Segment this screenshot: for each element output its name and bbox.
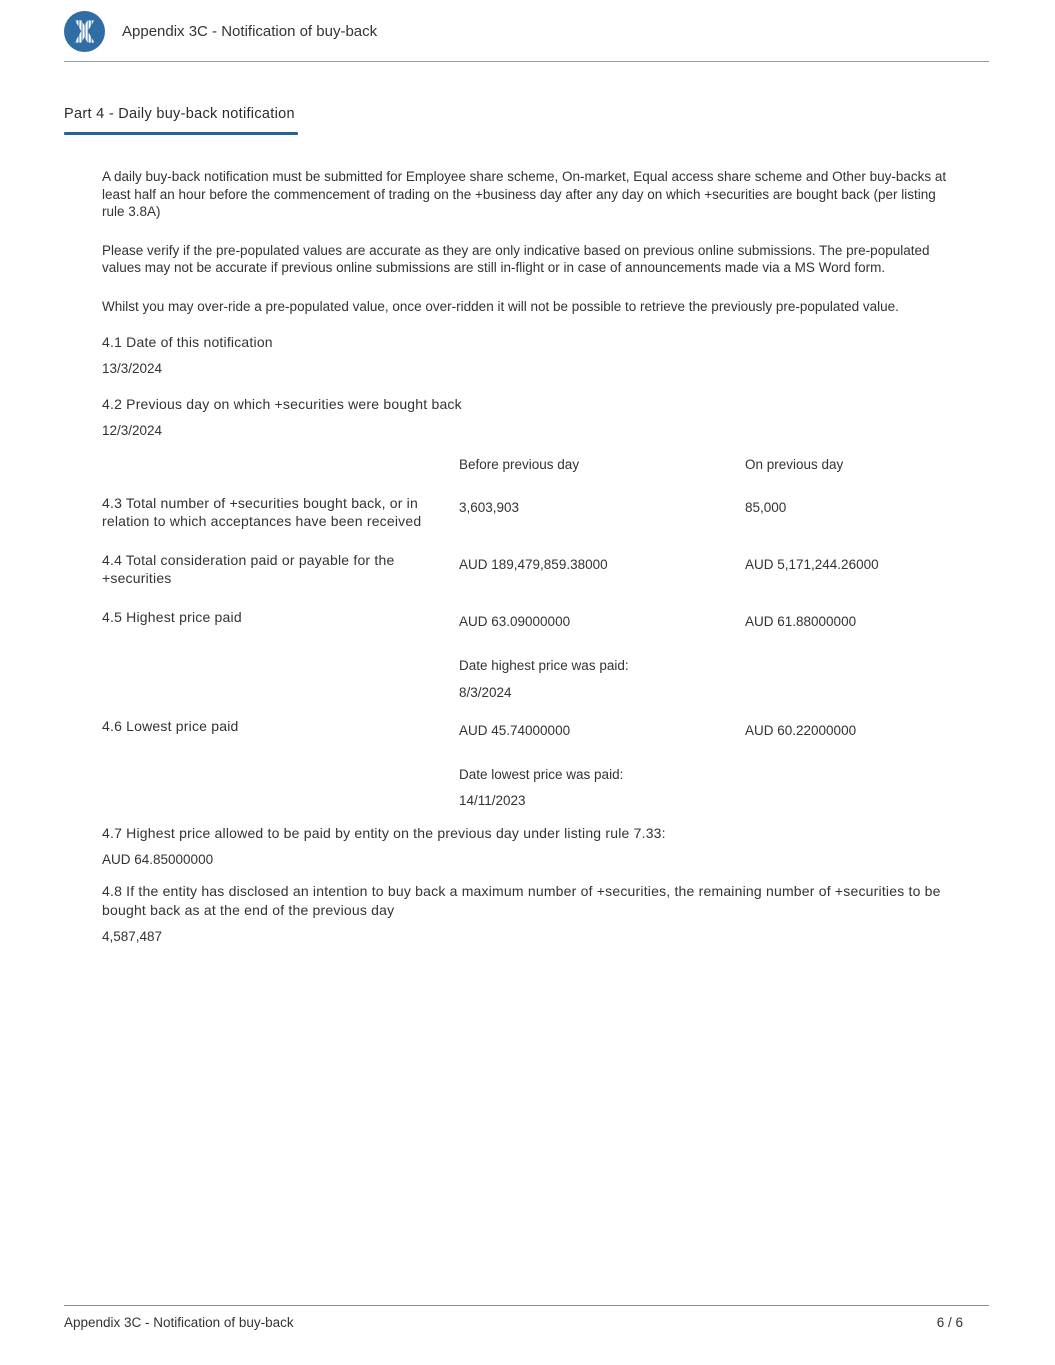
table-corner-cell	[102, 456, 459, 495]
intro-paragraph-1: A daily buy-back notification must be submitted for Employee share scheme, On-market, Equal access share scheme and Other buy-backs at least half an hour before the commencement of trading on the +business day after any day on which +securities are bought back (per listing rule 3.8A)	[102, 169, 947, 220]
page-number: 6 / 6	[936, 1315, 963, 1330]
question-4-7-label: 4.7 Highest price allowed to be paid by entity on the previous day under listing rule 7.33:	[102, 824, 666, 841]
row-4-6-on-value: AUD 60.22000000	[745, 723, 857, 739]
asx-logo-icon	[64, 11, 105, 52]
document-title: Appendix 3C - Notification of buy-back	[122, 23, 378, 40]
section-heading: Part 4 - Daily buy-back notification	[64, 106, 295, 122]
row-4-6-date-value: 14/11/2023	[459, 793, 526, 809]
intro-paragraph-2: Please verify if the pre-populated values are accurate as they are only indicative based on previous online submissions. The pre-populated values may not be accurate if previous online submissions are still in-flight or in case of announcements made via a MS Word form.	[102, 242, 930, 276]
row-4-3-label: 4.3 Total number of +securities bought back, or in relation to which acceptances have been received	[102, 495, 422, 530]
row-4-3-on-value: 85,000	[745, 500, 787, 516]
page-header	[64, 0, 989, 62]
row-4-4-before-value: AUD 189,479,859.38000	[459, 557, 608, 573]
row-spacer	[102, 587, 990, 608]
row-4-6-before-cell	[459, 717, 745, 810]
row-4-4-on-value: AUD 5,171,244.26000	[745, 557, 879, 573]
question-4-7-value: AUD 64.85000000	[102, 852, 214, 868]
row-4-5-before-value: AUD 63.09000000	[459, 614, 571, 630]
question-4-1-label: 4.1 Date of this notification	[102, 333, 273, 350]
row-4-6-before-value: AUD 45.74000000	[459, 723, 571, 739]
row-4-5-date-label: Date highest price was paid:	[459, 657, 629, 673]
question-4-2-label: 4.2 Previous day on which +securities were bought back	[102, 395, 462, 412]
row-4-5-label: 4.5 Highest price paid	[102, 609, 242, 626]
main-content	[64, 63, 990, 946]
row-4-3-before-value: 3,603,903	[459, 500, 520, 516]
question-4-8-label: 4.8 If the entity has disclosed an intention to buy back a maximum number of +securities, the remaining number of +securities to be bought back as at the end of the previous day	[102, 883, 941, 918]
row-4-4-label: 4.4 Total consideration paid or payable for the +securities	[102, 552, 395, 587]
row-4-6-date-label: Date lowest price was paid:	[459, 766, 624, 782]
buyback-table	[102, 456, 990, 810]
page-footer	[64, 1305, 989, 1330]
section-heading-underline	[64, 132, 298, 135]
question-4-8-value: 4,587,487	[102, 929, 163, 944]
intro-paragraph-3: Whilst you may over-ride a pre-populated value, once over-ridden it will not be possible to retrieve the previously pre-populated value.	[102, 298, 899, 314]
question-4-2-value: 12/3/2024	[102, 423, 163, 439]
row-4-5-date-value: 8/3/2024	[459, 684, 512, 700]
row-4-5-on-value: AUD 61.88000000	[745, 614, 857, 630]
row-spacer	[102, 530, 990, 551]
column-header-on-previous-day: On previous day	[745, 456, 844, 472]
column-header-before-previous-day: Before previous day	[459, 456, 580, 472]
row-spacer	[102, 701, 990, 717]
question-4-1-value: 13/3/2024	[102, 361, 163, 377]
section-body	[102, 168, 990, 946]
footer-document-title: Appendix 3C - Notification of buy-back	[64, 1315, 294, 1330]
row-4-6-label: 4.6 Lowest price paid	[102, 718, 239, 735]
row-4-5-before-cell	[459, 608, 745, 701]
